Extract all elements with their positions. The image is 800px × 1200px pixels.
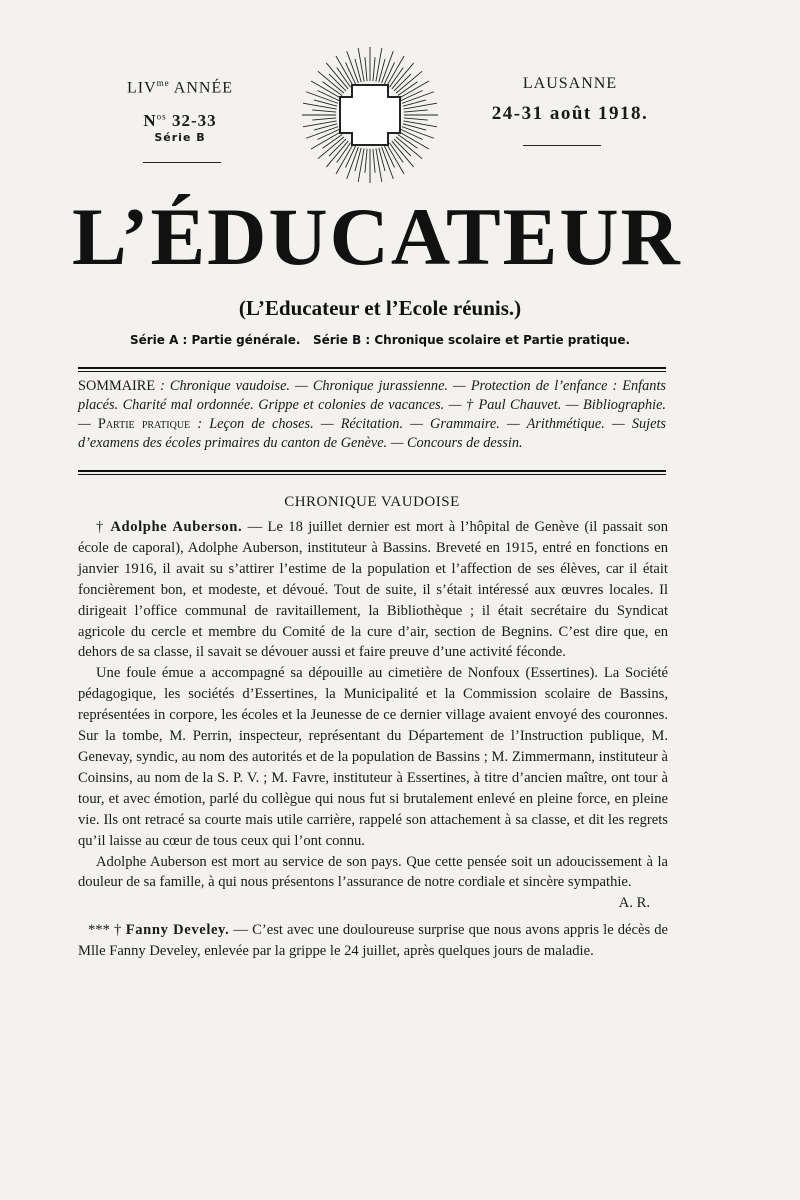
issue-number: $N^{os}$ 32-33: [143, 111, 217, 131]
paragraph: Une foule émue a accompagné sa dépouille au cimetière de Nonfoux (Essertines). La Société pédagogique, les sociétés d’Essertines, la Municipalité et la Commission scolaire de Bassins, représentées in corpore, les écoles et la Jeunesse de ce dernier village avaient envoyé des couronnes. Sur la tombe, M. Perrin, inspecteur, représentant du Département de l’Instruction publique, M. Genevay, syndic, au nom des autorités et de la population de Bassins ; M. Zimmermann, instituteur à Coinsins, au nom de la S. P. V. ; M. Favre, instituteur à Essertines, à titre d’ancien maître, ont tour à tour, et avec émotion, parlé du collègue qui nous fut si brutalement enlevé en pleine force, en pleine vie. Ils ont retracé sa courte mais utile carrière, rappelé son attachement à sa classe, et dit les regrets qu’il laisse au cœur de tous ceux qui l’ont connu.: [78, 665, 668, 849]
divider: [143, 162, 221, 163]
double-rule: [78, 367, 666, 372]
double-rule: [78, 470, 666, 475]
serie-label: Série B: [154, 131, 206, 145]
paragraph: † Adolphe Auberson. — Le 18 juillet dernier est mort à l’hôpital de Genève (il passait son école de caporal), Adolphe Auberson, instituteur à Bassins. Breveté en 1915, entré en fonctions en janvier 1916, il avait su s’attirer l’estime de la population et l’affection de ses élèves, car il était foncièrement bon, et modeste, et dévoué. Tout de suite, il s’était intéressé aux œuvres locales. Il dirigeait l’office communal de ravitaillement, la Bibliothèque ; il était secrétaire du Syndicat agricole du cercle et membre du Comité de la cure d’air, section de Begnins. C’est dire que, en dehors de sa classe, il savait se dévouer aussi et faire preuve d’une activité féconde.: [78, 519, 668, 661]
table-of-contents: SOMMAIRE : Chronique vaudoise. — Chronique jurassienne. — Protection de l’enfance : Enfants placés. Charité mal ordonnée. Grippe et colonies de vacances. — † Paul Chauvet. — Bibliographie. — Partie pratique : Leçon de choses. — Récitation. — Grammaire. — Arithmétique. — Sujets d’examens des écoles primaires du canton de Genève. — Concours de dessin.: [78, 378, 666, 451]
masthead-subtitle: (L’Educateur et l’Ecole réunis.): [238, 296, 522, 320]
issue-info: [95, 78, 265, 144]
paragraph: *** † Fanny Develey. — C’est avec une douloureuse surprise que nous avons appris le décès de Mlle Fanny Develey, enlevée par la grippe le 24 juillet, après quelques jours de maladie.: [78, 922, 669, 960]
date-label: 24-31 août 1918.: [491, 103, 649, 124]
masthead-title: L’ÉDUCATEUR: [72, 191, 682, 282]
swiss-cross-emblem: [300, 45, 440, 185]
year-label: $LIV^{me}$ ANNÉE: [127, 78, 233, 97]
place-date: [470, 75, 670, 125]
paragraph: Adolphe Auberson est mort au service de son pays. Que cette pensée soit un adoucissement à la douleur de sa famille, à qui nous présentons l’assurance de notre cordiale et sincère sympathie. A. R.: [78, 852, 668, 894]
series-description: Série A : Partie générale. Série B : Chronique scolaire et Partie pratique.: [129, 333, 631, 347]
divider: [523, 145, 601, 146]
signature: A. R.: [618, 895, 650, 912]
section-heading: CHRONIQUE VAUDOISE: [284, 494, 460, 510]
article-body: [78, 517, 668, 962]
city-label: LAUSANNE: [522, 75, 618, 92]
